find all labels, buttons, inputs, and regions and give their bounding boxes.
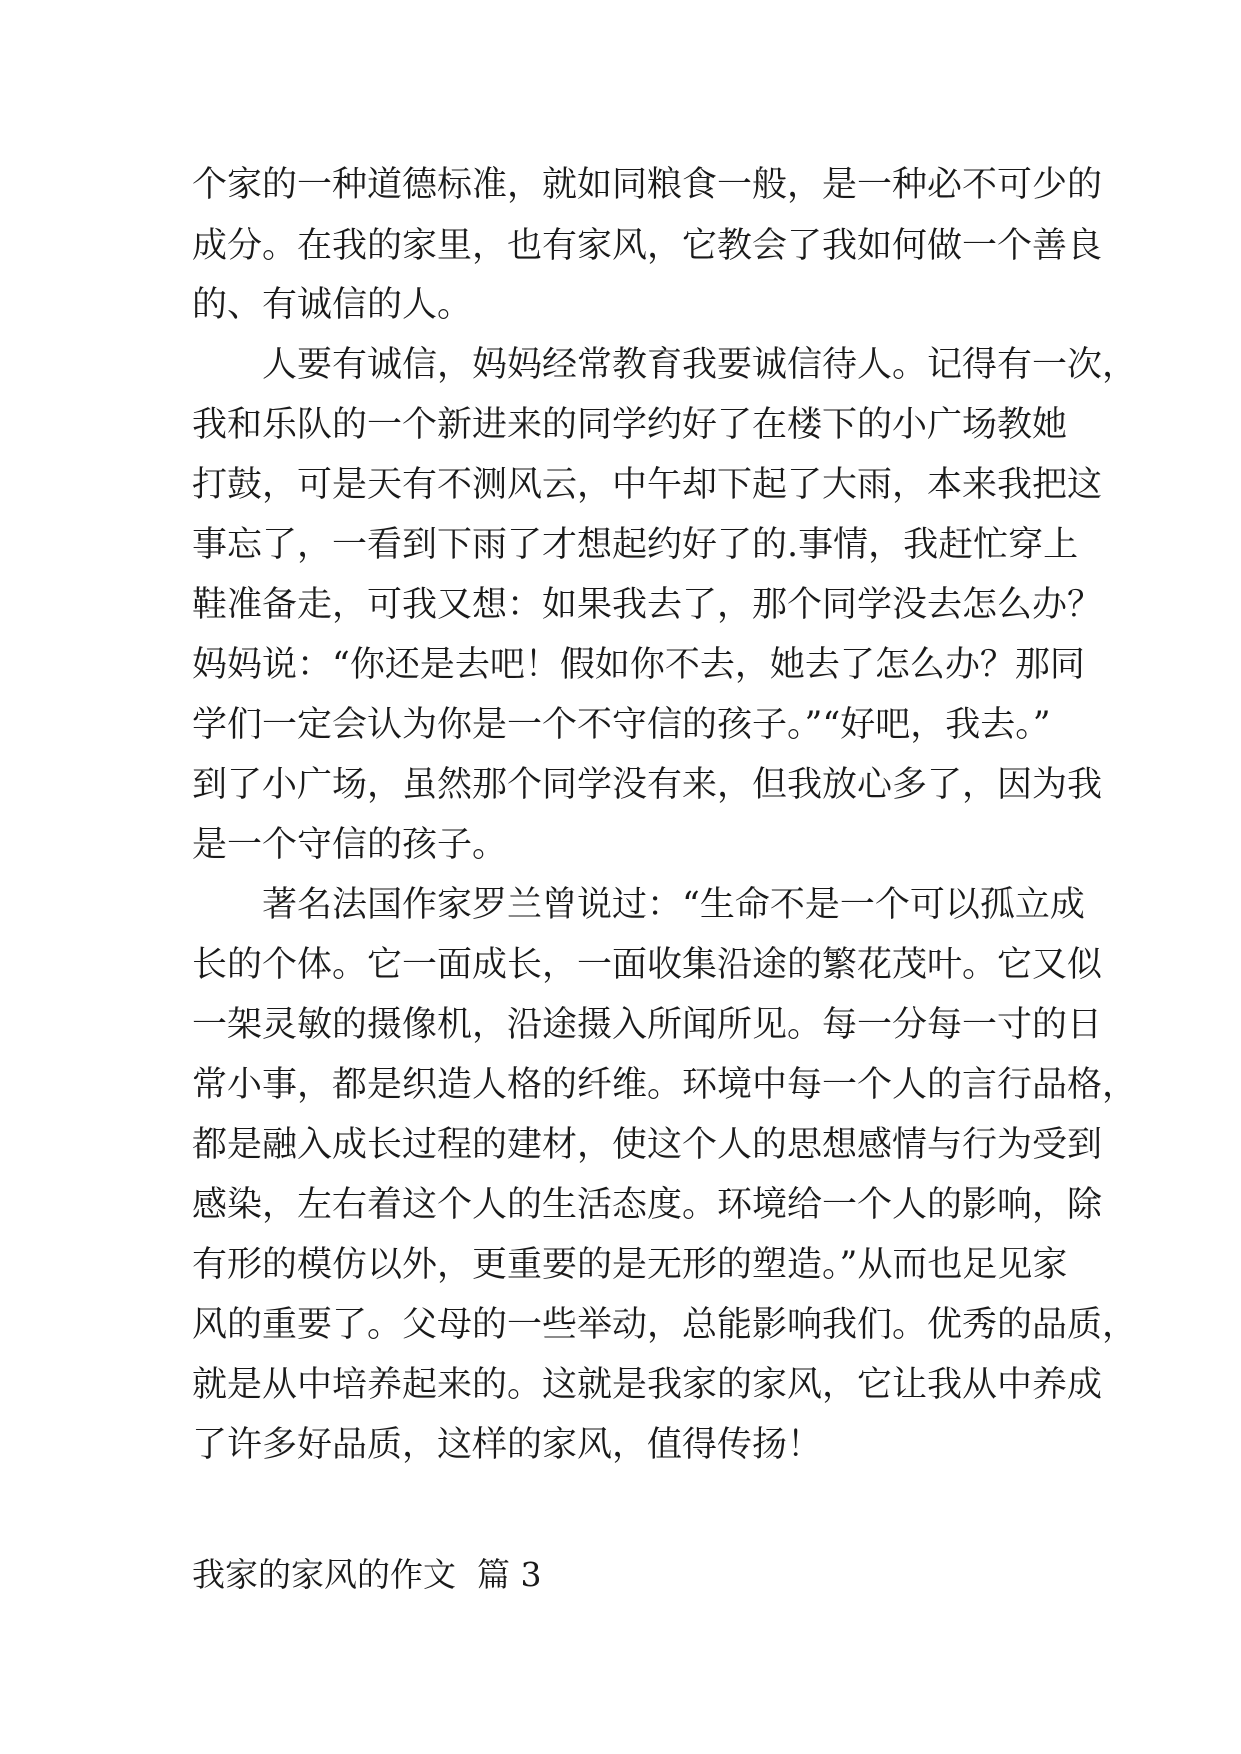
text-line: 风的重要了。父母的一些举动，总能影响我们。优秀的品质， [192,1305,1138,1345]
text-line: 有形的模仿以外，更重要的是无形的塑造。”从而也足见家 [192,1245,1068,1285]
text-line: 到了小广场，虽然那个同学没有来，但我放心多了，因为我 [192,765,1103,805]
text-line: 个家的一种道德标准，就如同粮食一般，是一种必不可少的 [192,165,1103,205]
text-line: 妈妈说：“你还是去吧！假如你不去，她去了怎么办？那同 [192,645,1085,685]
text-line: 我和乐队的一个新进来的同学约好了在楼下的小广场教她 [192,405,1068,445]
text-line: 常小事，都是织造人格的纤维。环境中每一个人的言行品格， [192,1065,1138,1105]
text-line: 的、有诚信的人。 [192,285,473,325]
text-line: 就是从中培养起来的。这就是我家的家风，它让我从中养成 [192,1365,1103,1405]
text-line: 感染，左右着这个人的生活态度。环境给一个人的影响，除 [192,1185,1103,1225]
section-heading: 我家的家风的作文 篇 3 [192,1555,542,1594]
text-line: 学们一定会认为你是一个不守信的孩子。”“好吧，我去。” [192,705,1051,745]
text-line: 事忘了，一看到下雨了才想起约好了的.事情，我赶忙穿上 [192,525,1079,565]
text-line: 是一个守信的孩子。 [192,825,508,865]
text-line: 著名法国作家罗兰曾说过：“生命不是一个可以孤立成 [262,885,1085,925]
text-line: 鞋准备走，可我又想：如果我去了，那个同学没去怎么办？ [192,585,1103,625]
text-line: 了许多好品质，这样的家风，值得传扬！ [192,1425,823,1465]
text-line: 成分。在我的家里，也有家风，它教会了我如何做一个善良 [192,226,1103,266]
text-line: 长的个体。它一面成长，一面收集沿途的繁花茂叶。它又似 [192,945,1103,985]
text-line: 都是融入成长过程的建材，使这个人的思想感情与行为受到 [192,1125,1103,1165]
text-line: 一架灵敏的摄像机，沿途摄入所闻所见。每一分每一寸的日 [192,1005,1103,1045]
text-line: 打鼓，可是天有不测风云，中午却下起了大雨，本来我把这 [192,465,1103,505]
text-line: 人要有诚信，妈妈经常教育我要诚信待人。记得有一次， [262,345,1138,385]
